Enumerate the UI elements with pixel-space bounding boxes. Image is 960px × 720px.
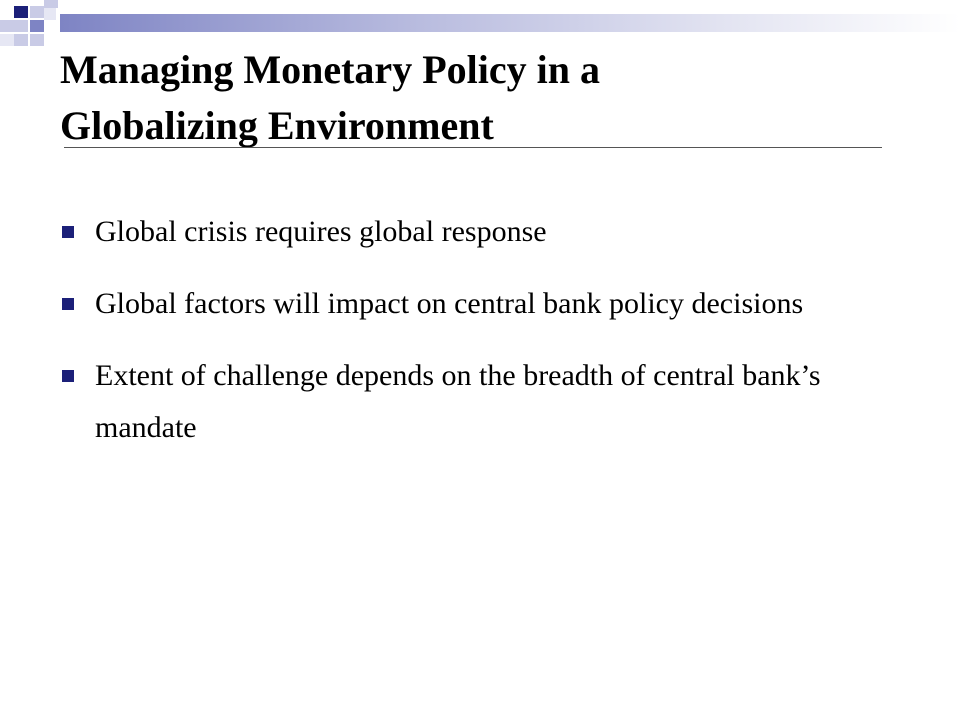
decor-square [0, 34, 14, 46]
square-bullet-icon [62, 226, 74, 238]
bullet-item [62, 350, 902, 454]
bullet-item [62, 206, 902, 258]
decor-square [14, 20, 28, 32]
bullet-text: Global crisis requires global response [95, 215, 547, 248]
decor-square [44, 8, 56, 20]
decor-square [14, 34, 28, 46]
title-underline-rule [64, 147, 882, 148]
decor-square [30, 6, 44, 18]
decor-square [44, 0, 58, 8]
decor-square [0, 20, 14, 32]
decor-square [30, 20, 44, 32]
decor-square [14, 6, 28, 18]
square-bullet-icon [62, 370, 74, 382]
slide-title [60, 42, 900, 154]
square-bullet-icon [62, 298, 74, 310]
bullet-item [62, 278, 902, 330]
bullet-list [62, 206, 902, 474]
bullet-text: Global factors will impact on central bank policy decisions [95, 287, 804, 320]
slide-title-line-2: Globalizing Environment [60, 103, 494, 148]
header-gradient-bar [60, 14, 960, 32]
bullet-text: Extent of challenge depends on the breadth of central bank’s mandate [95, 359, 821, 444]
slide-title-line-1: Managing Monetary Policy in a [60, 47, 600, 92]
decor-square [30, 34, 44, 46]
